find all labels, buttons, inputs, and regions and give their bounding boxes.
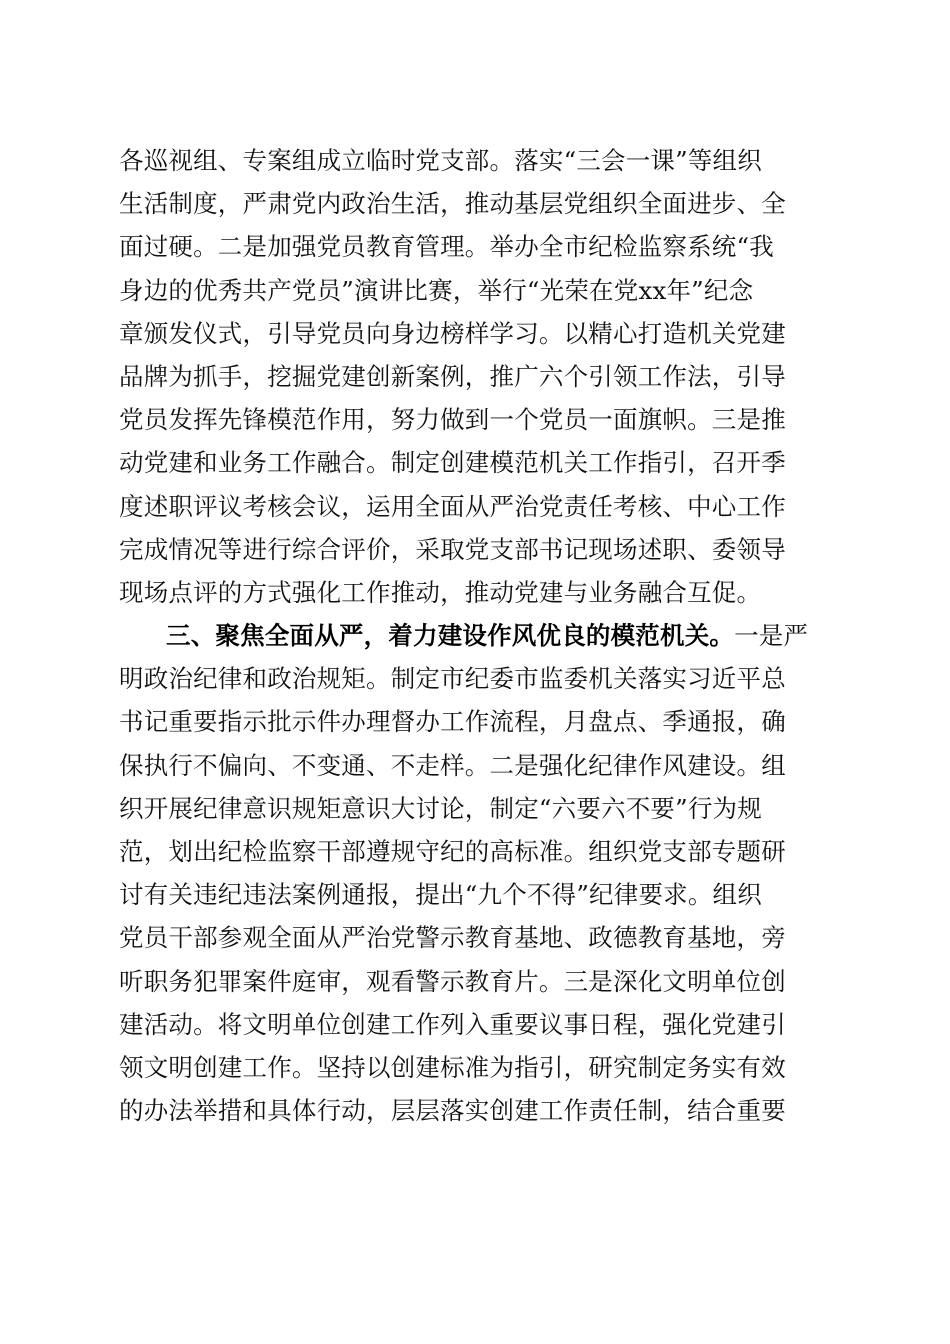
body-text <box>119 139 823 1132</box>
text-line: 听职务犯罪案件庭审，观看警示教育片。三是深化文明单位创 <box>119 966 786 996</box>
text-line: 度述职评议考核会议，运用全面从严治党责任考核、中心工作 <box>119 491 786 521</box>
text-line: 范，划出纪检监察干部遵规守纪的高标准。组织党支部专题研 <box>119 837 786 866</box>
section-3-heading: 三、聚焦全面从严，着力建设作风优良的模范机关。 <box>166 621 735 651</box>
text-line: 织开展纪律意识规矩意识大讨论，制定“六要六不要”行为规 <box>119 793 762 823</box>
text-line: 党员干部参观全面从严治党警示教育基地、政德教育基地，旁 <box>119 923 786 953</box>
text-line: 讨有关违纪违法案例通报，提出“九个不得”纪律要求。组织 <box>119 880 762 910</box>
text-line: 保执行不偏向、不变通、不走样。二是强化纪律作风建设。组 <box>119 750 786 780</box>
text-line: 的办法举措和具体行动，层层落实创建工作责任制，结合重要 <box>119 1096 786 1126</box>
text-line: 动党建和业务工作融合。制定创建模范机关工作指引，召开季 <box>119 448 786 478</box>
text-line: 品牌为抓手，挖掘党建创新案例，推广六个引领工作法，引导 <box>119 361 786 391</box>
section-3-first-line <box>119 614 823 657</box>
text-line: 章颁发仪式，引导党员向身边榜样学习。以精心打造机关党建 <box>119 318 786 348</box>
text-line: 完成情况等进行综合评价，采取党支部书记现场述职、委领导 <box>119 534 786 564</box>
text-line: 面过硬。二是加强党员教育管理。举办全市纪检监察系统“我 <box>119 232 774 262</box>
text-line: 党员发挥先锋模范作用，努力做到一个党员一面旗帜。三是推 <box>119 405 786 435</box>
section-3-first-line-text: 一是严 <box>734 621 809 651</box>
text-line: 现场点评的方式强化工作推动，推动党建与业务融合互促。 <box>119 577 762 607</box>
text-line: 各巡视组、专案组成立临时党支部。落实“三会一课”等组织 <box>119 146 762 175</box>
text-line: 生活制度，严肃党内政治生活，推动基层党组织全面进步、全 <box>119 189 786 219</box>
text-line: 书记重要指示批示件办理督办工作流程，月盘点、季通报，确 <box>119 707 786 737</box>
text-line: 身边的优秀共产党员”演讲比赛，举行“光荣在党xx年”纪念 <box>119 275 754 305</box>
text-line: 建活动。将文明单位创建工作列入重要议事日程，强化党建引 <box>119 1009 786 1039</box>
text-line: 领文明创建工作。坚持以创建标准为指引，研究制定务实有效 <box>119 1052 786 1082</box>
text-line: 明政治纪律和政治规矩。制定市纪委市监委机关落实习近平总 <box>119 664 786 694</box>
